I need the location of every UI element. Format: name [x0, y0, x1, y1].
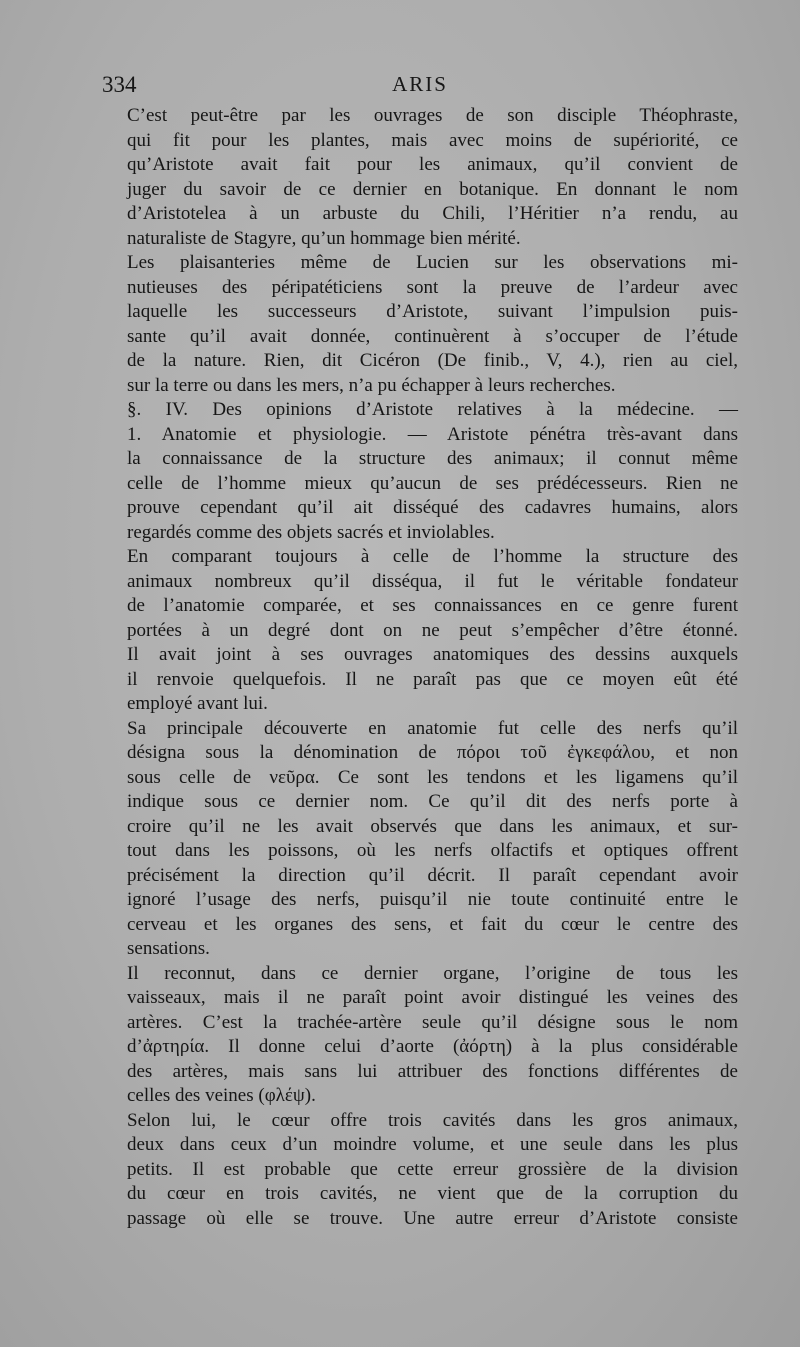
text-line: portées à un degré dont on ne peut s’empêcher d’être étonné.	[127, 619, 738, 641]
text-line: croire qu’il ne les avait observés que dans les animaux, et sur-	[127, 815, 738, 837]
paragraph-vessels	[101, 962, 738, 1109]
text-line: sensations.	[127, 938, 210, 959]
text-line: précisément la direction qu’il décrit. Il paraît cependant avoir	[127, 864, 738, 886]
paragraph-heart	[101, 1109, 738, 1232]
text-line: désigna sous la dénomination de πόροι τοῦ ἐγκεφάλου, et non	[127, 742, 738, 763]
page-number: 334	[102, 72, 137, 97]
text-line: celles des veines (φλέψ).	[127, 1085, 316, 1106]
text-line: Selon lui, le cœur offre trois cavités dans les gros animaux,	[127, 1109, 738, 1131]
text-line: vaisseaux, mais il ne paraît point avoir distingué les veines des	[127, 987, 738, 1008]
text-line: qu’Aristote avait fait pour les animaux, qu’il convient de	[127, 154, 738, 175]
text-line: tout dans les poissons, où les nerfs olfactifs et optiques offrent	[127, 840, 738, 861]
paragraph-botany	[101, 104, 738, 251]
text-line: C’est peut-être par les ouvrages de son disciple Théophraste,	[127, 105, 738, 126]
section-heading: §. IV. Des opinions d’Aristote relatives à la médecine. —	[127, 399, 738, 420]
text-line: nutieuses des péripatéticiens sont la preuve de l’ardeur avec	[127, 276, 738, 298]
text-line: des artères, mais sans lui attribuer des fonctions différentes de	[127, 1060, 738, 1082]
text-line: il renvoie quelquefois. Il ne paraît pas que ce moyen eût été	[127, 668, 738, 690]
text-line: Il avait joint à ses ouvrages anatomiques des dessins auxquels	[127, 644, 738, 665]
paragraph-lucien	[101, 251, 738, 398]
text-line: animaux nombreux qu’il disséqua, il fut le véritable fondateur	[127, 570, 738, 592]
text-line: deux dans ceux d’un moindre volume, et une seule dans les plus	[127, 1134, 738, 1155]
text-line: du cœur en trois cavités, ne vient que de la corruption du	[127, 1183, 738, 1204]
text-line: d’ἀρτηρία. Il donne celui d’aorte (ἀόρτη) à la plus considérable	[127, 1036, 738, 1057]
text-line: ignoré l’usage des nerfs, puisqu’il nie toute continuité entre le	[127, 889, 738, 910]
text-line: artères. C’est la trachée-artère seule qu’il désigne sous le nom	[127, 1011, 738, 1033]
text-line: employé avant lui.	[127, 693, 268, 714]
text-line: petits. Il est probable que cette erreur grossière de la division	[127, 1158, 738, 1180]
text-line: laquelle les successeurs d’Aristote, suivant l’impulsion puis-	[127, 301, 738, 322]
text-line: celle de l’homme mieux qu’aucun de ses prédécesseurs. Rien ne	[127, 472, 738, 494]
paragraph-nerves	[101, 717, 738, 962]
text-line: cerveau et les organes des sens, et fait du cœur le centre des	[127, 913, 738, 935]
text-line: indique sous ce dernier nom. Ce qu’il dit des nerfs porte à	[127, 791, 738, 812]
text-line: En comparant toujours à celle de l’homme la structure des	[127, 546, 738, 567]
text-line: sous celle de νεῦρα. Ce sont les tendons et les ligamens qu’il	[127, 766, 738, 788]
text-line: 1. Anatomie et physiologie. — Aristote pénétra très-avant dans	[127, 423, 738, 445]
body-text	[101, 104, 738, 1231]
text-line: Il reconnut, dans ce dernier organe, l’origine de tous les	[127, 962, 738, 984]
text-line: regardés comme des objets sacrés et inviolables.	[127, 521, 495, 543]
paragraph-comparative-anatomy	[101, 545, 738, 717]
page-header	[100, 72, 740, 102]
text-line: de l’anatomie comparée, et ses connaissances en ce genre furent	[127, 595, 738, 616]
text-line: qui fit pour les plantes, mais avec moins de supériorité, ce	[127, 129, 738, 151]
text-line: prouve cependant qu’il ait disséqué des cadavres humains, alors	[127, 497, 738, 518]
text-line: sur la terre ou dans les mers, n’a pu échapper à leurs recherches.	[127, 374, 616, 396]
text-line: Sa principale découverte en anatomie fut celle des nerfs qu’il	[127, 717, 738, 739]
section-heading-paragraph	[101, 398, 738, 545]
text-line: sante qu’il avait donnée, continuèrent à s’occuper de l’étude	[127, 325, 738, 347]
text-line: d’Aristotelea à un arbuste du Chili, l’Héritier n’a rendu, au	[127, 203, 738, 224]
text-line: passage où elle se trouve. Une autre erreur d’Aristote consiste	[127, 1207, 738, 1229]
text-line: la connaissance de la structure des animaux; il connut même	[127, 448, 738, 469]
text-line: naturaliste de Stagyre, qu’un hommage bien mérité.	[127, 227, 521, 249]
text-line: Les plaisanteries même de Lucien sur les observations mi-	[127, 252, 738, 273]
text-line: juger du savoir de ce dernier en botanique. En donnant le nom	[127, 178, 738, 200]
running-head: ARIS	[392, 72, 448, 96]
text-line: de la nature. Rien, dit Cicéron (De finib., V, 4.), rien au ciel,	[127, 350, 738, 371]
